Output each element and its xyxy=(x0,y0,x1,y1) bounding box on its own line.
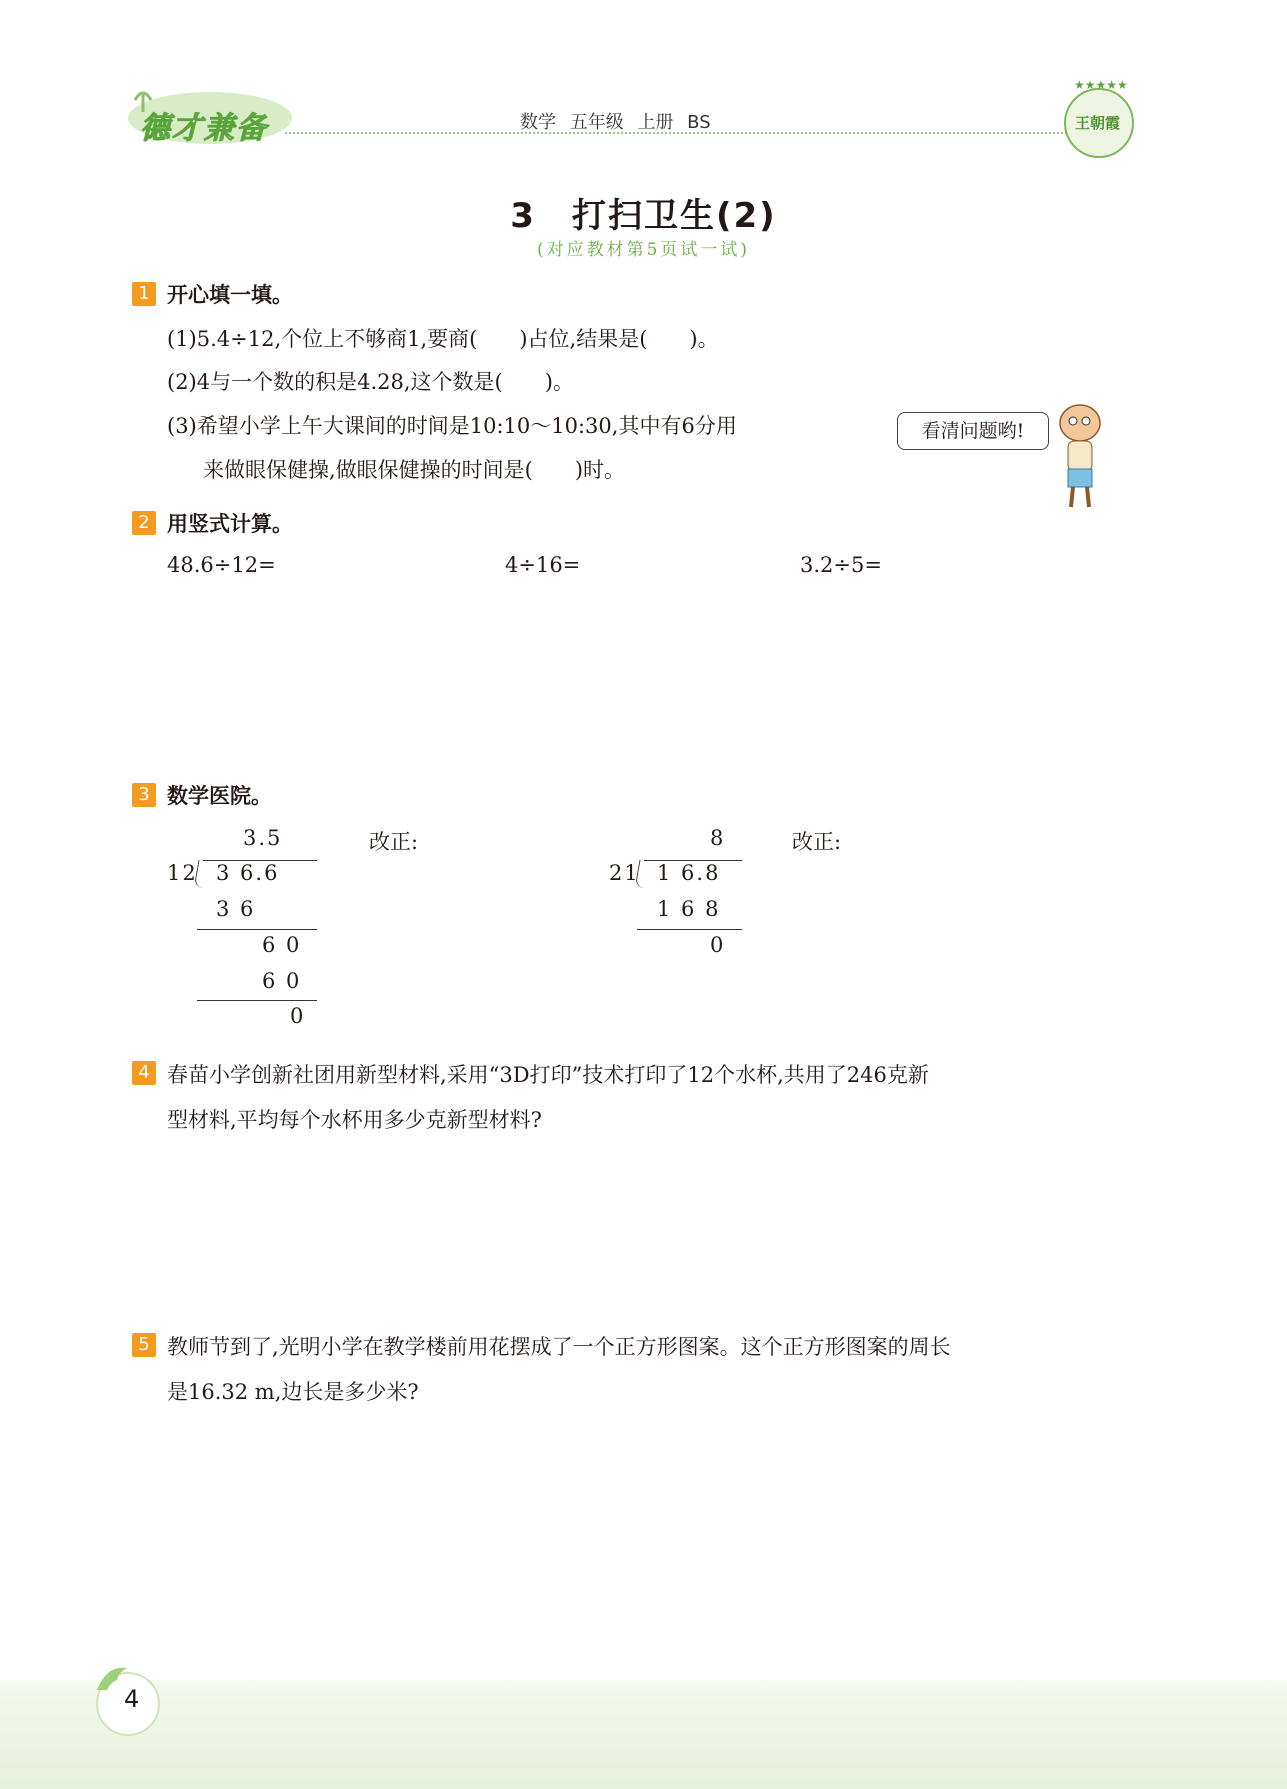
question-5-line-2: 是16.32 m,边长是多少米? xyxy=(167,1380,419,1404)
div2-step: 1 6 8 xyxy=(657,897,721,921)
section-2-title: 用竖式计算。 xyxy=(167,512,293,536)
page-number: 4 xyxy=(124,1685,140,1713)
svg-text:★★★★★: ★★★★★ xyxy=(1074,78,1128,92)
div1-step: 6 0 xyxy=(262,969,302,993)
div1-remainder: 0 xyxy=(290,1004,306,1028)
question-1-3: (3)希望小学上午大课间的时间是10:10～10:30,其中有6分用 xyxy=(167,414,737,438)
correction-label-2: 改正: xyxy=(792,830,842,854)
brand-name: 德才兼备 xyxy=(140,111,268,146)
cartoon-dog-illustration xyxy=(1040,395,1120,515)
subject-line: 数学 五年级 上册 BS xyxy=(520,112,711,133)
section-3-number: 3 xyxy=(132,783,156,807)
speech-bubble: 看清问题哟! xyxy=(897,412,1049,450)
problem-2-2: 4÷16= xyxy=(505,553,581,577)
div1-step: 6 0 xyxy=(262,933,302,957)
div1-dividend: 3 6.6 xyxy=(216,861,280,885)
question-1-3-continued: 来做眼保健操,做眼保健操的时间是( )时。 xyxy=(203,458,626,482)
lesson-subtitle: (对应教材第5页试一试) xyxy=(536,240,751,260)
question-1-1: (1)5.4÷12,个位上不够商1,要商( )占位,结果是( )。 xyxy=(167,327,719,351)
div2-divisor: 21 xyxy=(609,861,640,885)
lesson-title: 3 打扫卫生(2) xyxy=(510,196,777,236)
footer-band xyxy=(0,1680,1287,1789)
question-5-line-1: 教师节到了,光明小学在教学楼前用花摆成了一个正方形图案。这个正方形图案的周长 xyxy=(167,1335,951,1359)
section-3-title: 数学医院。 xyxy=(167,784,272,808)
section-5-number: 5 xyxy=(132,1333,156,1357)
badge-text: 王朝霞 xyxy=(1075,114,1121,132)
question-4-line-2: 型材料,平均每个水杯用多少克新型材料? xyxy=(167,1108,542,1132)
div2-line xyxy=(637,929,742,930)
question-4-line-1: 春苗小学创新社团用新型材料,采用“3D打印”技术打印了12个水杯,共用了246克新 xyxy=(167,1063,929,1087)
problem-2-3: 3.2÷5= xyxy=(800,553,882,577)
div1-line xyxy=(197,1000,317,1001)
div1-divisor: 12 xyxy=(167,861,198,885)
div2-dividend: 1 6.8 xyxy=(657,861,721,885)
div2-remainder: 0 xyxy=(710,933,726,957)
section-1-number: 1 xyxy=(132,282,156,306)
section-4-number: 4 xyxy=(132,1061,156,1085)
section-1-title: 开心填一填。 xyxy=(167,283,293,307)
problem-2-1: 48.6÷12= xyxy=(167,553,276,577)
div1-step: 3 6 xyxy=(216,897,256,921)
section-2-number: 2 xyxy=(132,511,156,535)
div2-quotient: 8 xyxy=(710,826,726,850)
div1-line xyxy=(197,929,317,930)
correction-label-1: 改正: xyxy=(369,830,419,854)
question-1-2: (2)4与一个数的积是4.28,这个数是( )。 xyxy=(167,370,574,394)
div1-quotient: 3.5 xyxy=(243,826,283,850)
